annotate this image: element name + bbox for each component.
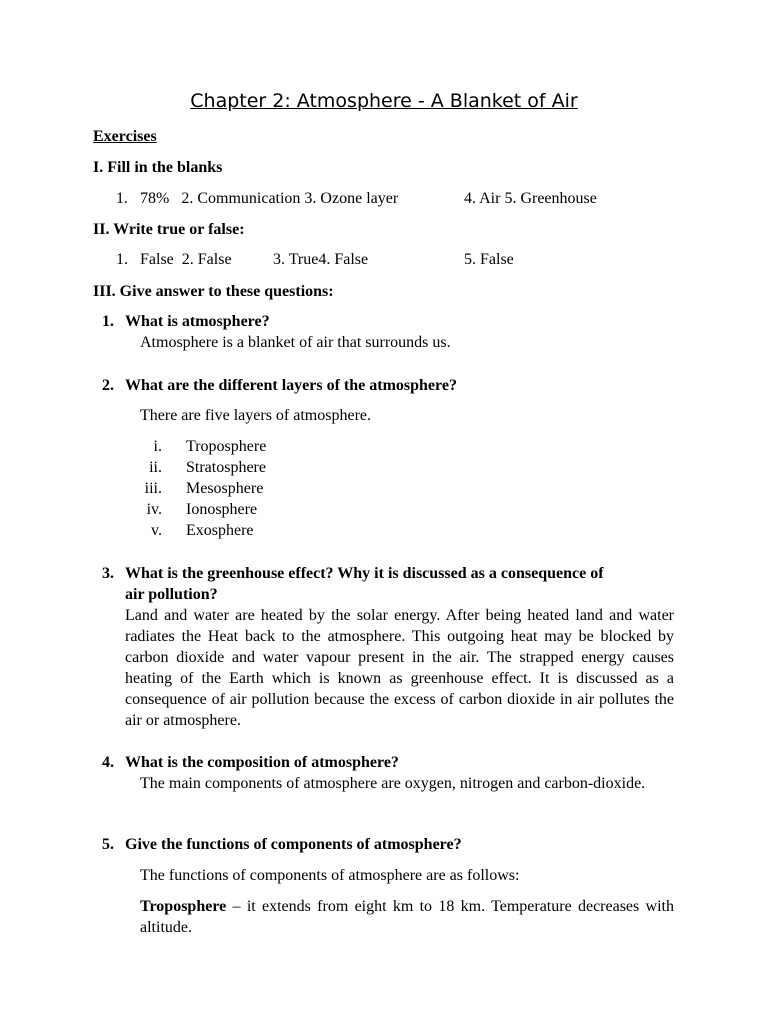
question-5-number: 5.	[102, 836, 114, 853]
true-false-number: 1.	[116, 251, 128, 268]
question-1-number: 1.	[102, 313, 114, 330]
layer-number: v.	[151, 522, 162, 539]
question-3-text-line2: air pollution?	[125, 586, 218, 603]
true-false-answers-part1: False 2. False	[140, 251, 232, 268]
fill-blanks-number: 1.	[116, 190, 128, 207]
fill-blanks-answers-part1: 78% 2. Communication 3. Ozone layer	[140, 190, 399, 207]
fill-blanks-answers-part2: 4. Air 5. Greenhouse	[464, 190, 597, 207]
layer-name: Ionosphere	[186, 501, 258, 518]
answer-4-text: The main components of atmosphere are oxygen, nitrogen and carbon-dioxide.	[140, 775, 646, 792]
question-2-number: 2.	[102, 377, 114, 394]
question-3-text-line1: What is the greenhouse effect? Why it is discussed as a consequence of	[125, 565, 604, 582]
layer-name: Troposphere	[186, 438, 267, 455]
section-true-false-heading: II. Write true or false:	[93, 221, 245, 238]
layer-name: Exosphere	[186, 522, 254, 539]
troposphere-term: Troposphere	[140, 898, 227, 915]
layer-number: ii.	[149, 459, 162, 476]
layer-name: Stratosphere	[186, 459, 266, 476]
section-fill-blanks-heading: I. Fill in the blanks	[93, 159, 223, 176]
question-4-number: 4.	[102, 754, 114, 771]
layer-number: i.	[153, 438, 162, 455]
true-false-answers-part3: 5. False	[464, 251, 514, 268]
exercises-heading: Exercises	[93, 128, 157, 145]
answer-1-text: Atmosphere is a blanket of air that surrounds us.	[140, 334, 451, 351]
question-1-text: What is atmosphere?	[125, 313, 270, 330]
layer-number: iii.	[144, 480, 162, 497]
answer-3-text: Land and water are heated by the solar energy. After being heated land and water radiates the Heat back to the atmosphere. This outgoing heat may be blocked by carbon dioxide and water vapour present in the air. The strapped energy causes heating of the Earth which is known as greenhouse effect. It is discussed as a consequence of air pollution because the excess of carbon dioxide in air pollutes the air or atmosphere.	[125, 607, 674, 729]
question-3-number: 3.	[102, 565, 114, 582]
true-false-answers-part2: 3. True4. False	[273, 251, 369, 268]
answer-2-intro: There are five layers of atmosphere.	[140, 407, 371, 424]
layer-name: Mesosphere	[186, 480, 264, 497]
troposphere-description: – it extends from eight km to 18 km. Temperature decreases with altitude.	[140, 898, 674, 936]
section-questions-heading: III. Give answer to these questions:	[93, 283, 334, 300]
question-2-text: What are the different layers of the atmosphere?	[125, 377, 457, 394]
question-4-text: What is the composition of atmosphere?	[125, 754, 399, 771]
troposphere-function-paragraph	[140, 896, 674, 938]
question-5-text: Give the functions of components of atmosphere?	[125, 836, 462, 853]
layer-number: iv.	[146, 501, 162, 518]
answer-5-intro: The functions of components of atmosphere are as follows:	[140, 867, 520, 884]
page-title: Chapter 2: Atmosphere - A Blanket of Air	[190, 90, 578, 112]
